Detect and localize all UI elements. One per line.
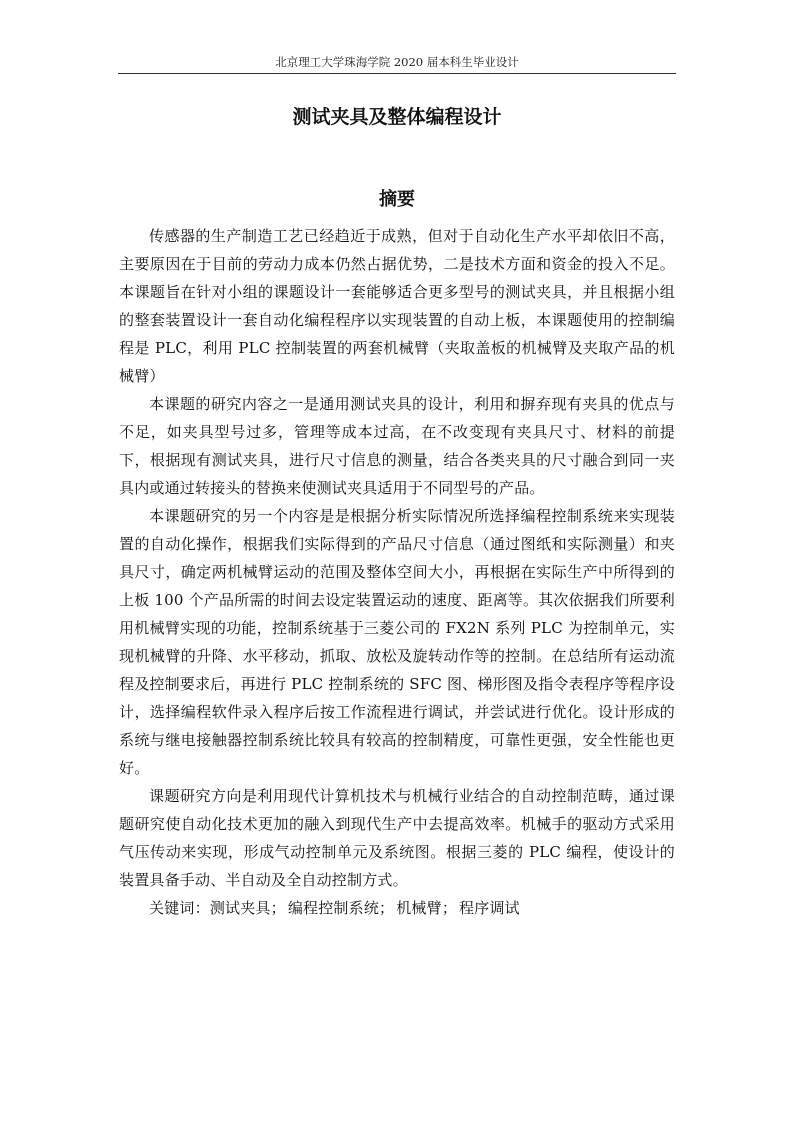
keywords-label: 关键词： [149,899,210,917]
abstract-paragraph-3: 本课题研究的另一个内容是是根据分析实际情况所选择编程控制系统来实现装置的自动化操作，根据我们实际得到的产品尺寸信息（通过图纸和实际测量）和夹具尺寸，确定两机械臂运动的范围及整体空间大小，再根据在实际生产中所得到的上板 100 个产品所需的时间去设定装置运动的速度、距离等。其次依据我们所要利用机械臂实现的功能，控制系统基于三菱公司的 FX2N 系列 PLC 为控制单元，实现机械臂的升降、水平移动，抓取、放松及旋转动作等的控制。在总结所有运动流程及控制要求后，再进行 PLC 控制系统的 SFC 图、梯形图及指令表程序等程序设计，选择编程软件录入程序后按工作流程进行调试，并尝试进行优化。设计形成的系统与继电接触器控制系统比较具有较高的控制精度，可靠性更强，安全性能也更好。 [119,507,675,777]
keyword-separator: ； [441,899,458,917]
keyword-item: 机械臂 [396,899,442,917]
abstract-paragraph-4: 课题研究方向是利用现代计算机技术与机械行业结合的自动控制范畴，通过课题研究使自动化技术更加的融入到现代生产中去提高效率。机械手的驱动方式采用气压传动来实现，形成气动控制单元及系统图。根据三菱的 PLC 编程，使设计的装置具备手动、半自动及全自动控制方式。 [119,787,675,889]
running-header: 北京理工大学珠海学院 2020 届本科生毕业设计 [275,55,519,69]
abstract-body [119,222,675,922]
keyword-separator: ； [270,899,286,917]
keyword-item: 程序调试 [459,899,520,917]
keyword-item: 测试夹具 [209,899,271,917]
keyword-item: 编程控制系统 [287,899,380,917]
document-title: 测试夹具及整体编程设计 [292,106,502,128]
abstract-heading: 摘要 [379,189,415,210]
keywords-line [119,894,675,922]
header-rule [118,73,676,74]
keyword-separator: ； [379,899,395,917]
abstract-paragraph-2: 本课题的研究内容之一是通用测试夹具的设计，利用和摒弃现有夹具的优点与不足，如夹具型号过多，管理等成本过高，在不改变现有夹具尺寸、材料的前提下，根据现有测试夹具，进行尺寸信息的测量，结合各类夹具的尺寸融合到同一夹具内或通过转接头的替换来使测试夹具适用于不同型号的产品。 [119,395,675,497]
abstract-paragraph-1: 传感器的生产制造工艺已经趋近于成熟，但对于自动化生产水平却依旧不高，主要原因在于目前的劳动力成本仍然占据优势，二是技术方面和资金的投入不足。本课题旨在针对小组的课题设计一套能够适合更多型号的测试夹具，并且根据小组的整套装置设计一套自动化编程程序以实现装置的自动上板，本课题使用的控制编程是 PLC，利用 PLC 控制装置的两套机械臂（夹取盖板的机械臂及夹取产品的机械臂） [119,227,675,385]
